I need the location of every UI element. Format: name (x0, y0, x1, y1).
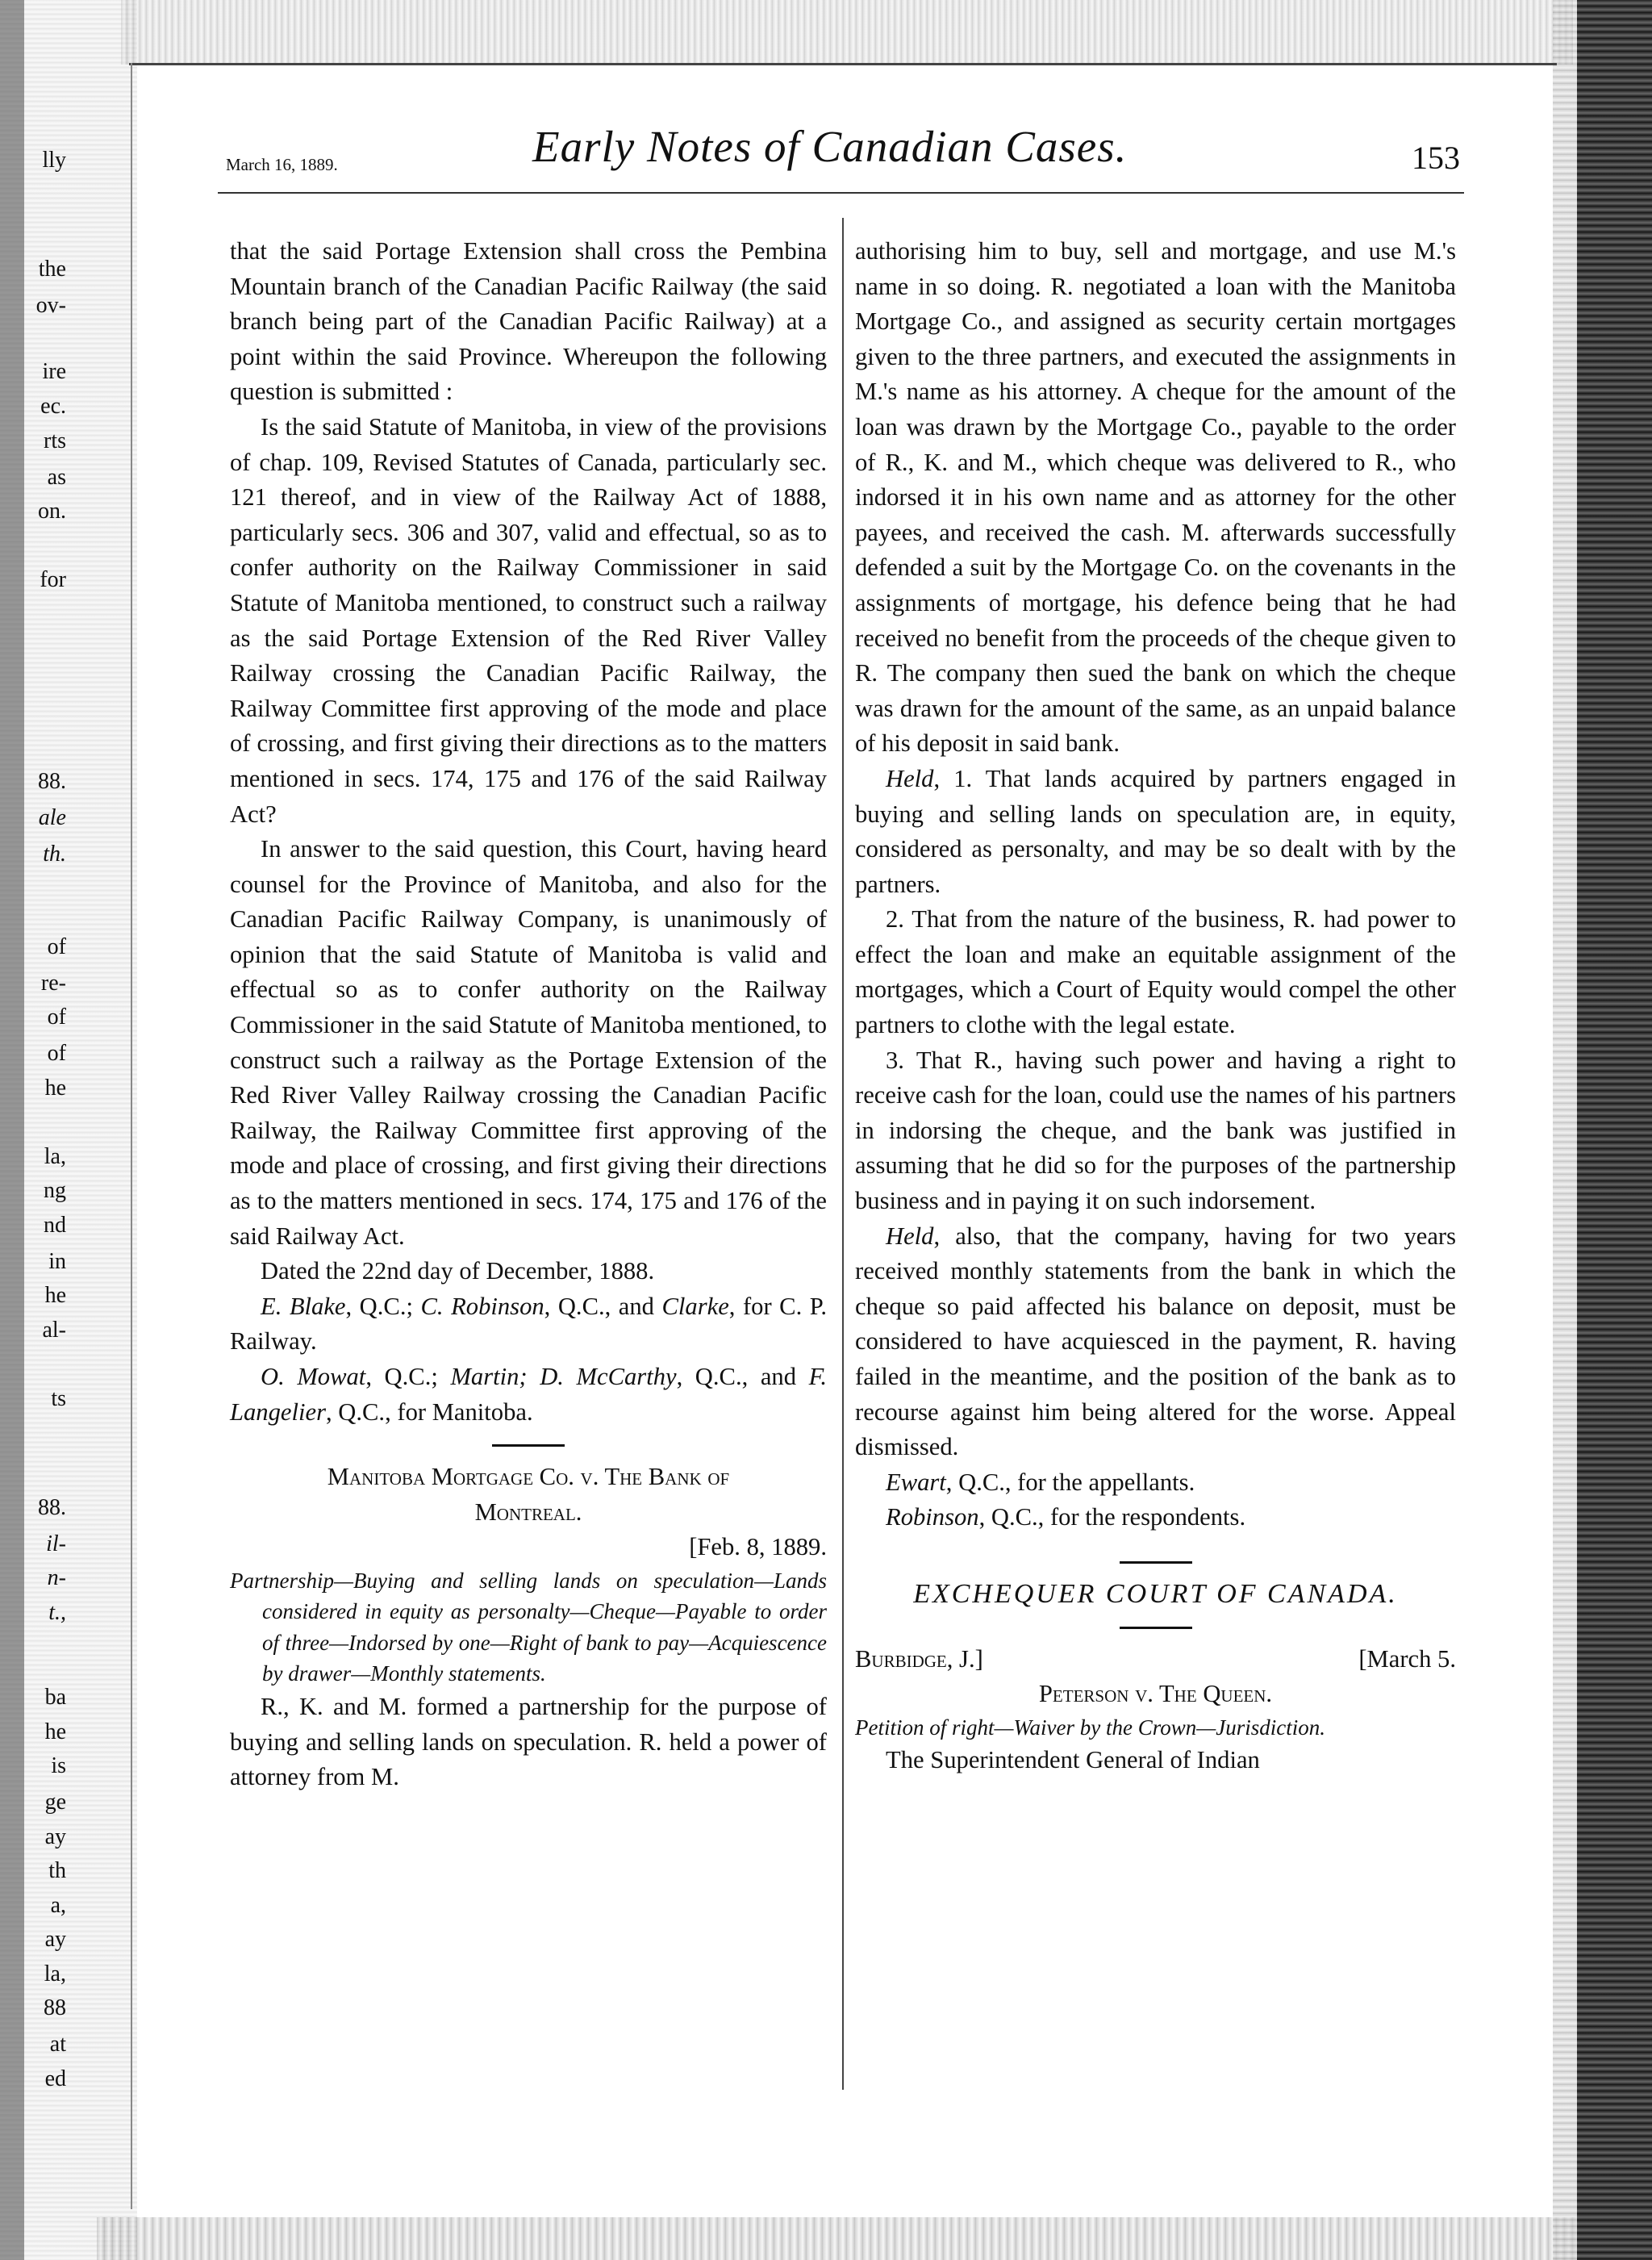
held-paragraph (855, 1219, 1456, 1465)
counsel-name: Martin; D. McCarthy (450, 1363, 677, 1390)
margin-fragment: ov- (35, 295, 66, 317)
margin-fragment: il- (46, 1533, 66, 1556)
answer-paragraph: In answer to the said question, this Court, having heard counsel for the Province of Manitoba, and also for the Canadian Pacific Railway Company, is unanimously of opinion that the said Statute of Manitoba is valid and effectual so as to confer authority on the Railway Commissioner in the said Statute of Manitoba mentioned, to construct such a railway as the Portage Extension of the Red River Valley Railway crossing the Canadian Pacific Railway, the Railway Committee first approving of the mode and place of crossing, and first giving their directions as to the matters mentioned in secs. 174, 175 and 176 of the said Railway Act. (230, 835, 827, 1250)
page-number: 153 (1412, 140, 1460, 176)
header-rule (218, 192, 1464, 194)
margin-fragment: ge (44, 1791, 66, 1814)
margin-fragment: ale (38, 807, 66, 829)
counsel-manitoba (230, 1360, 827, 1430)
margin-fragment: the (38, 258, 66, 281)
margin-fragment: ng (44, 1180, 66, 1202)
held-text: , 1. That lands acquired by partners engaged in buying and selling lands on speculation are, in equity, considered as personalty, and may be so dealt with by the partners. (855, 764, 1456, 898)
case-facts: R., K. and M. formed a partnership for the purpose of buying and selling lands on speculation. R. held a power of attorney from M. (230, 1692, 827, 1791)
paragraph: that the said Portage Extension shall cross the Pembina Mountain branch of the Canadian Pacific Railway (the said branch being part of the Canadian Pacific Railway) at a point within the said Province. Whereupon the following question is submitted : (230, 237, 827, 406)
right-column (855, 234, 1456, 1778)
margin-fragment: ire (42, 361, 66, 383)
counsel-text: , Q.C., for the respondents. (978, 1503, 1246, 1531)
court-heading: EXCHEQUER COURT OF CANADA. (913, 1578, 1398, 1609)
scan-right-binding (1577, 0, 1652, 2260)
held-paragraph: 2. That from the nature of the business, R. had power to effect the loan and make an equitable assignment of the mortgages, which a Court of Equity would compel the other partners to clothe with the legal estate. (855, 905, 1456, 1039)
header-date: March 16, 1889. (226, 155, 338, 174)
margin-fragment: ed (44, 2068, 66, 2091)
held-label: Held (886, 1222, 934, 1250)
case-headnote: Partnership—Buying and selling lands on speculation—Lands considered in equity as personalty—Cheque—Payable to order of three—Indorsed by one—Right of bank to pay—Acquiescence by drawer—Monthly statements. (230, 1568, 827, 1686)
judge-line (855, 1642, 1456, 1677)
held-paragraph: 3. That R., having such power and having a right to receive cash for the loan, could use the names of his partners in indorsing the cheque, and the bank was justified in assuming that he did so for the purposes of the partnership business and in paying it on such indorsement. (855, 1046, 1456, 1215)
margin-fragment: 88. (38, 771, 66, 793)
scan-left-edge (0, 0, 24, 2260)
page-left-edge (131, 63, 132, 2209)
left-column (230, 234, 827, 1795)
margin-fragment: 88. (38, 1497, 66, 1519)
margin-fragment: of (47, 1042, 66, 1065)
margin-fragment: 88 (44, 1997, 66, 2020)
counsel-name: E. Blake (261, 1292, 346, 1320)
case-title: Peterson v. The Queen. (1038, 1680, 1273, 1708)
margin-fragment: of (47, 936, 66, 959)
counsel-appellants (855, 1465, 1456, 1501)
margin-fragment: at (49, 2033, 66, 2056)
margin-fragment: ay (44, 1928, 66, 1951)
margin-fragment: as (47, 466, 66, 489)
counsel-text: , Q.C., and (544, 1292, 662, 1320)
section-rule (492, 1444, 565, 1447)
counsel-text: , Q.C., and (676, 1363, 809, 1390)
paragraph: authorising him to buy, sell and mortgage, and use M.'s name in so doing. R. negotiated a loan with the Manitoba Mortgage Co., and assigned as security certain mortgages given to the three partners, and executed the assignments in M.'s name as his attorney. A cheque for the amount of the loan was drawn by the Mortgage Co., payable to the order of R., K. and M., which cheque was delivered to R., who indorsed it in his own name and as attorney for the other payees, and received the cash. M. afterwards successfully defended a suit by the Mortgage Co. on the covenants in the assignments of mortgage, his defence being that he had received no benefit from the proceeds of the cheque given to R. The company then sued the bank on which the cheque was drawn for the amount of the same, as an unpaid balance of his deposit in said bank. (855, 237, 1456, 758)
held-label: Held (886, 764, 934, 792)
margin-fragment: rts (44, 430, 66, 453)
counsel-respondents (855, 1500, 1456, 1535)
page-header (218, 113, 1460, 178)
margin-fragment: ay (44, 1826, 66, 1849)
margin-fragment: la, (44, 1146, 66, 1168)
margin-fragment: he (44, 1285, 66, 1307)
scan-bottom-noise (97, 2217, 1581, 2260)
margin-fragment: he (44, 1077, 66, 1100)
margin-fragment: in (48, 1251, 66, 1273)
counsel-text: , Q.C.; (365, 1363, 451, 1390)
case-title-line2: Montreal. (474, 1498, 582, 1526)
section-rule (1120, 1627, 1192, 1629)
margin-fragment: a, (50, 1894, 66, 1917)
margin-fragment: for (40, 569, 66, 591)
case-facts: The Superintendent General of Indian (886, 1746, 1260, 1774)
counsel-name: O. Mowat (261, 1363, 366, 1390)
held-paragraph (855, 762, 1456, 902)
counsel-name: F. Langelier (230, 1363, 828, 1426)
case-date: [Feb. 8, 1889. (689, 1533, 827, 1561)
margin-fragment: ba (44, 1686, 66, 1709)
margin-fragment: of (47, 1006, 66, 1029)
counsel-text: , Q.C., for Manitoba. (325, 1397, 533, 1426)
counsel-name: Ewart (886, 1468, 946, 1496)
margin-fragment: al- (42, 1319, 66, 1342)
margin-fragment: ec. (40, 395, 66, 418)
counsel-railway (230, 1289, 827, 1360)
margin-fragment: th. (43, 843, 66, 866)
judge-date: [March 5. (1358, 1644, 1456, 1673)
margin-fragment: he (44, 1721, 66, 1744)
scan-right-strip (1553, 0, 1577, 2260)
margin-fragment: lly (42, 149, 66, 172)
header-title: Early Notes of Canadian Cases. (532, 122, 1128, 171)
margin-fragment: n- (47, 1567, 66, 1590)
margin-fragment: nd (44, 1214, 66, 1237)
counsel-text: , Q.C.; (345, 1292, 421, 1320)
counsel-name: Robinson (886, 1503, 979, 1531)
margin-fragment: re- (40, 972, 66, 995)
judge-name: Burbidge, J.] (855, 1644, 983, 1673)
counsel-name: C. Robinson (420, 1292, 544, 1320)
column-divider (842, 218, 844, 2090)
margin-fragment: th (48, 1860, 66, 1882)
dated-line: Dated the 22nd day of December, 1888. (261, 1257, 655, 1285)
margin-fragment: t., (48, 1602, 66, 1624)
case-title: Manitoba Mortgage Co. v. The Bank of (327, 1463, 730, 1491)
question-paragraph: Is the said Statute of Manitoba, in view of the provisions of chap. 109, Revised Statutes of Canada, particularly sec. 121 thereof, and in view of the Railway Act of 1888, particularly secs. 306 and 307, valid and effectual, so as to confer authority on the Railway Commissioner in said Statute of Manitoba mentioned, to construct such a railway as the said Portage Extension of the Red River Valley Railway crossing the Canadian Pacific Railway, the Railway Committee first approving of the mode and place of crossing, and first giving their directions as to the matters mentioned in secs. 174, 175 and 176 of the said Railway Act? (230, 412, 827, 828)
scan-top-noise (121, 0, 1573, 65)
section-rule (1120, 1561, 1192, 1564)
held-text: , also, that the company, having for two years received monthly statements from the bank in which the cheque so paid affected his balance on deposit, must be considered to have acquiesced in the payment, R. having failed in the meantime, and the position of the bank as to recourse against him being altered for the worse. Appeal dismissed. (855, 1222, 1456, 1461)
page-top-edge (129, 63, 1557, 65)
margin-fragment: la, (44, 1963, 66, 1986)
counsel-text: , for C. P. Railway. (230, 1292, 828, 1356)
counsel-name: Clarke (661, 1292, 729, 1320)
margin-fragment: ts (51, 1388, 66, 1410)
case-headnote: Petition of right—Waiver by the Crown—Jurisdiction. (855, 1715, 1325, 1740)
margin-fragment: is (51, 1755, 66, 1778)
margin-fragment: on. (38, 500, 66, 523)
counsel-text: , Q.C., for the appellants. (945, 1468, 1195, 1496)
